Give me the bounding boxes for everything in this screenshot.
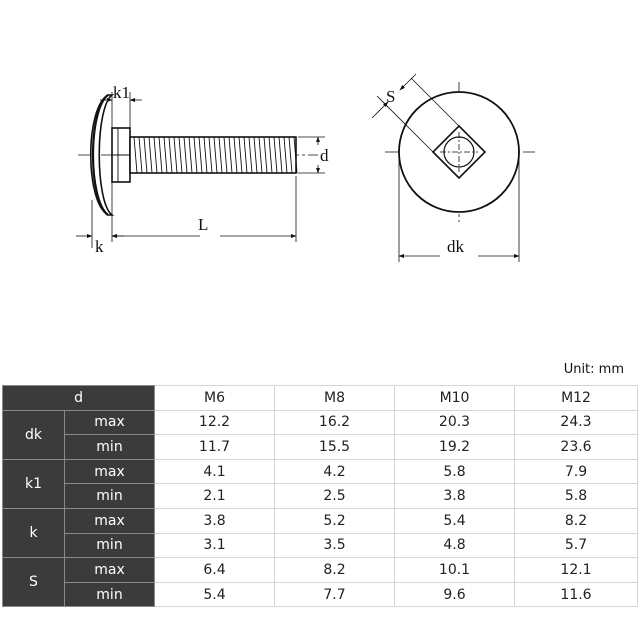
table-header-row — [3, 386, 638, 411]
value-cell: 5.8 — [395, 459, 515, 484]
value-cell: 15.5 — [275, 435, 395, 460]
header-d-cell: d — [3, 386, 155, 411]
value-cell: 16.2 — [275, 410, 395, 435]
sub-label-cell: max — [65, 558, 155, 583]
value-cell: 23.6 — [515, 435, 638, 460]
value-cell: 5.7 — [515, 533, 638, 558]
value-cell: 2.5 — [275, 484, 395, 509]
value-cell: 3.8 — [155, 508, 275, 533]
group-name-cell: dk — [3, 410, 65, 459]
value-cell: 10.1 — [395, 558, 515, 583]
table-row — [3, 435, 638, 460]
table-row — [3, 558, 638, 583]
bolt-top-view — [372, 74, 535, 262]
header-size-cell: M8 — [275, 386, 395, 411]
value-cell: 20.3 — [395, 410, 515, 435]
group-name-cell: k1 — [3, 459, 65, 508]
value-cell: 11.7 — [155, 435, 275, 460]
value-cell: 3.8 — [395, 484, 515, 509]
value-cell: 8.2 — [275, 558, 395, 583]
dim-label-s: S — [386, 87, 396, 106]
table-row — [3, 410, 638, 435]
value-cell: 7.9 — [515, 459, 638, 484]
sub-label-cell: min — [65, 582, 155, 607]
value-cell: 3.5 — [275, 533, 395, 558]
value-cell: 11.6 — [515, 582, 638, 607]
sub-label-cell: min — [65, 484, 155, 509]
value-cell: 19.2 — [395, 435, 515, 460]
value-cell: 12.2 — [155, 410, 275, 435]
table-row — [3, 508, 638, 533]
sub-label-cell: min — [65, 435, 155, 460]
value-cell: 4.8 — [395, 533, 515, 558]
value-cell: 5.8 — [515, 484, 638, 509]
value-cell: 4.2 — [275, 459, 395, 484]
value-cell: 5.4 — [155, 582, 275, 607]
dim-label-k: k — [95, 237, 104, 256]
value-cell: 6.4 — [155, 558, 275, 583]
table-row — [3, 582, 638, 607]
value-cell: 8.2 — [515, 508, 638, 533]
dimension-table-body — [3, 386, 638, 607]
value-cell: 12.1 — [515, 558, 638, 583]
value-cell: 7.7 — [275, 582, 395, 607]
dim-label-d: d — [320, 146, 329, 165]
table-row — [3, 533, 638, 558]
sub-label-cell: max — [65, 410, 155, 435]
value-cell: 5.4 — [395, 508, 515, 533]
sub-label-cell: max — [65, 508, 155, 533]
group-name-cell: S — [3, 558, 65, 607]
value-cell: 5.2 — [275, 508, 395, 533]
header-size-cell: M12 — [515, 386, 638, 411]
dim-label-dk: dk — [447, 237, 464, 256]
group-name-cell: k — [3, 508, 65, 557]
header-size-cell: M10 — [395, 386, 515, 411]
sub-label-cell: min — [65, 533, 155, 558]
table-row — [3, 484, 638, 509]
header-size-cell: M6 — [155, 386, 275, 411]
value-cell: 4.1 — [155, 459, 275, 484]
dim-label-L: L — [198, 215, 209, 234]
table-row — [3, 459, 638, 484]
value-cell: 24.3 — [515, 410, 638, 435]
unit-label: Unit: mm — [563, 362, 624, 377]
sub-label-cell: max — [65, 459, 155, 484]
dimension-table — [2, 385, 638, 607]
value-cell: 3.1 — [155, 533, 275, 558]
value-cell: 9.6 — [395, 582, 515, 607]
value-cell: 2.1 — [155, 484, 275, 509]
dim-label-k1: k1 — [113, 83, 130, 102]
